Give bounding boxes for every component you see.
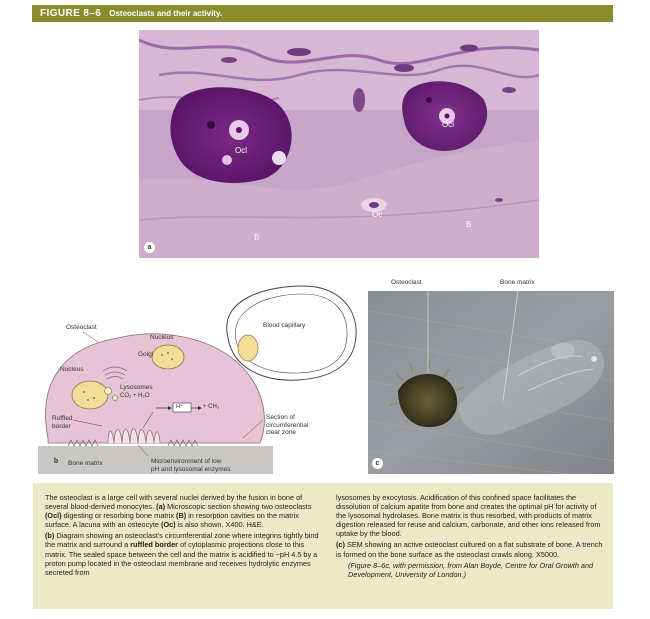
label-ch3: + CH₃ <box>203 404 220 410</box>
panel-a-badge: a <box>144 242 155 253</box>
panel-b-diagram <box>38 278 368 474</box>
caption-paragraph-a: The osteoclast is a large cell with several nuclei derived by the fusion in bone of several blood-derived monocytes. (a) Microscopic section showing two osteoclasts (Ocl) digesting or resorbing bone matrix (B) in resorption cavities on the matrix surface. A lacuna with an osteocyte (Oc) is also shown. X400. H&E. <box>45 493 312 530</box>
micrograph-image <box>139 30 539 258</box>
caption-column-2 <box>336 493 604 581</box>
panel-c-sem <box>368 291 614 474</box>
label-bone-matrix: Bone matrix <box>68 460 103 467</box>
figure-number: FIGURE 8–6 <box>40 8 102 19</box>
blood-capillary-shape <box>227 286 356 380</box>
label-osteoclast: Osteoclast <box>66 324 97 331</box>
osteoclast-diagram <box>38 278 368 474</box>
label-microenvironment: Microenvironment of low pH and lysosomal enzymes <box>151 458 231 473</box>
label-section: Section of circumferential clear zone <box>266 414 309 436</box>
caption-source: (Figure 8–6c, with permission, from Alan Boyde, Centre for Oral Growth and Development, University of London.) <box>348 560 594 579</box>
label-blood-capillary: Blood capillary <box>263 322 306 329</box>
label-b-right: B <box>466 220 472 229</box>
label-oc: Oc <box>372 210 383 219</box>
label-lysosomes: Lysosomes <box>120 384 153 391</box>
label-ruffled-border: Ruffled border <box>52 415 73 430</box>
label-b-left: B <box>254 233 260 242</box>
label-golgi: Golgi <box>138 351 154 358</box>
label-c-osteoclast: Osteoclast <box>391 279 422 286</box>
caption-paragraph-continued: lysosomes by exocytosis. Acidification of this confined space facilitates the dissolution of calcium apatite from bone and creates the optimal pH for activity of the lysosomal hydrolases. Bone matrix is thus resorbed, with products of matrix digestion released for reuse and calcium, carbonate, and other ions released from uptake by the blood. <box>336 493 601 539</box>
panel-c-badge: c <box>372 458 383 469</box>
label-reaction: CO₂ + H₂O <box>120 393 150 399</box>
label-nucleus-left: Nucleus <box>60 366 84 373</box>
caption-paragraph-b: (b) Diagram showing an osteoclast's circumferential zone where integrins tightly bind the matrix and surround a ruffled border of cytoplasmic projections close to this matrix. The sealed space between the cell and the matrix is acidified to ~pH 4.5 by a proton pump located in the osteoclast membrane and receives hydrolytic enzymes secreted from <box>45 531 319 577</box>
nucleus-left-shape <box>72 381 108 409</box>
panel-a-micrograph <box>139 30 539 258</box>
panel-b-badge: b <box>53 457 59 465</box>
figure-header <box>32 5 613 22</box>
sem-image <box>368 291 614 474</box>
label-ocl-left: Ocl <box>235 146 247 155</box>
label-nucleus-top: Nucleus <box>150 334 174 341</box>
label-c-bone-matrix: Bone matrix <box>500 279 535 286</box>
label-ocl-right: Ocl <box>442 120 454 129</box>
nucleus-top-shape <box>152 345 184 369</box>
figure-caption <box>33 483 613 609</box>
figure-title: Osteoclasts and their activity. <box>109 9 223 18</box>
caption-column-1 <box>45 493 321 579</box>
label-hplus: H⁺ <box>176 404 183 410</box>
caption-paragraph-c: (c) SEM showing an active osteoclast cultured on a flat substrate of bone. A trench is formed on the bone surface as the osteoclast crawls along. X5000. <box>336 540 603 559</box>
